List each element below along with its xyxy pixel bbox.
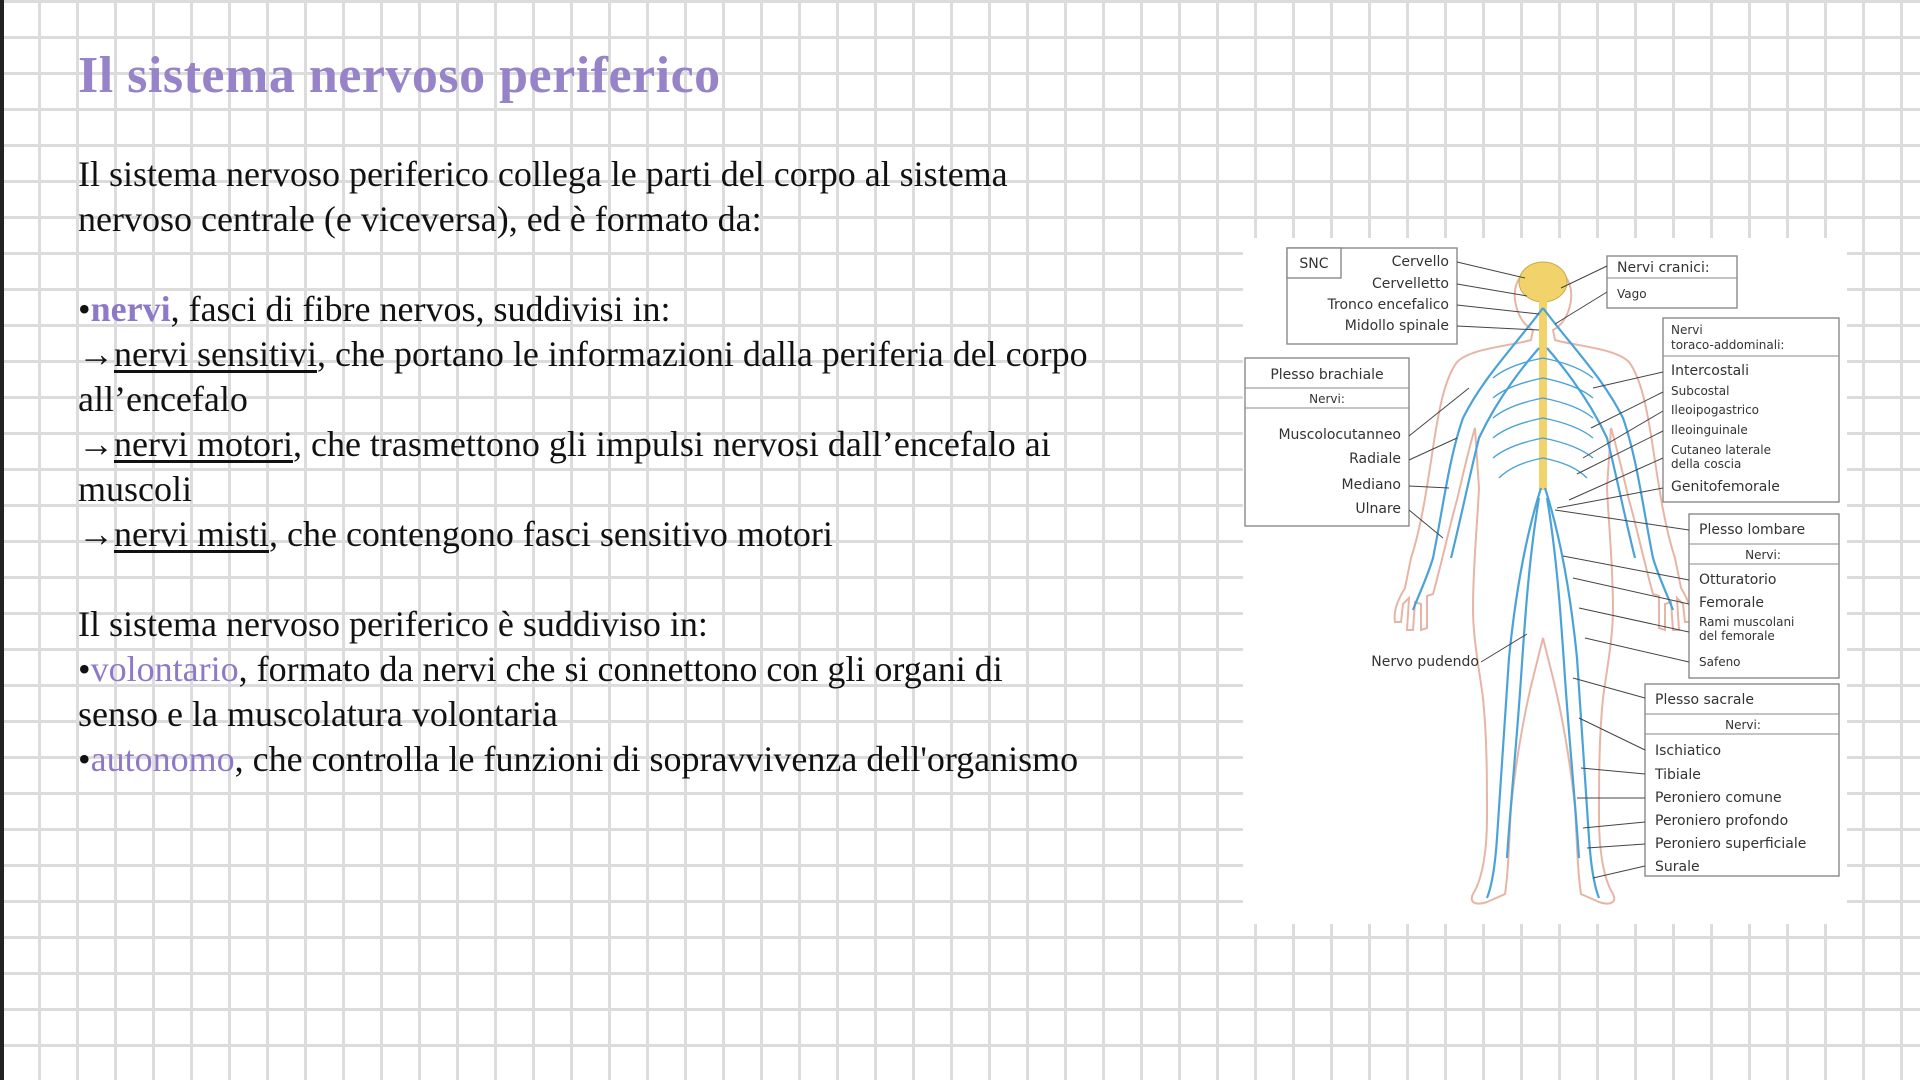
motori-term: nervi motori — [114, 424, 293, 464]
cranici-title: Nervi cranici: — [1617, 260, 1710, 276]
brachiale-title: Plesso brachiale — [1270, 367, 1384, 383]
sensitivi-line — [78, 332, 1238, 377]
brachiale-box — [1245, 358, 1469, 538]
toraco-item: della coscia — [1671, 457, 1742, 471]
snc-title: SNC — [1299, 256, 1329, 272]
spinal-cord — [1539, 300, 1547, 490]
sacrale-item: Surale — [1655, 859, 1700, 875]
lombare-item: del femorale — [1699, 629, 1775, 643]
sensitivi-line-2: all’encefalo — [78, 379, 248, 419]
toraco-item: Ileoipogastrico — [1671, 403, 1760, 417]
lombare-title: Plesso lombare — [1699, 522, 1806, 538]
slide-title: Il sistema nervoso periferico — [78, 47, 721, 104]
toraco-box — [1557, 318, 1839, 508]
lombare-sub: Nervi: — [1745, 548, 1781, 562]
snc-item: Cervello — [1391, 254, 1449, 270]
toraco-title: toraco-addominali: — [1671, 338, 1785, 352]
arrow: → — [78, 334, 114, 374]
motori-rest: , che trasmettono gli impulsi nervosi dall’encefalo ai — [292, 424, 1051, 464]
toraco-title: Nervi — [1671, 323, 1703, 337]
leader-line — [1481, 634, 1527, 662]
lombare-item: Rami muscolani — [1699, 615, 1795, 629]
bullet: • — [78, 289, 91, 329]
arrow: → — [78, 424, 114, 464]
motori-line — [78, 422, 1238, 467]
lombare-item: Safeno — [1699, 655, 1741, 669]
volontario-term: volontario — [90, 649, 239, 689]
intro-line-1: Il sistema nervoso periferico collega le parti del corpo al sistema — [78, 154, 1008, 194]
sensitivi-term: nervi sensitivi — [114, 334, 317, 374]
misti-rest: , che contengono fasci sensitivo motori — [269, 514, 833, 554]
brachiale-item: Mediano — [1341, 477, 1401, 493]
left-edge-line — [0, 0, 4, 1080]
sacrale-item: Peroniero profondo — [1655, 813, 1789, 829]
lombare-box — [1555, 510, 1839, 678]
sensitivi-rest: , che portano le informazioni dalla periferia del corpo — [316, 334, 1088, 374]
toraco-item: Cutaneo laterale — [1671, 443, 1771, 457]
spacer — [78, 242, 1238, 287]
toraco-item: Ileoinguinale — [1671, 423, 1748, 437]
suddivisione-intro: Il sistema nervoso periferico è suddiviso in: — [78, 604, 708, 644]
text-body — [78, 152, 1238, 782]
nerve-path — [1545, 488, 1599, 898]
snc-item: Tronco encefalico — [1327, 297, 1449, 313]
autonomo-rest: , che controlla le funzioni di sopravvivenza dell'organismo — [234, 739, 1079, 779]
bullet: • — [78, 649, 91, 689]
snc-item: Cervelletto — [1372, 276, 1449, 292]
autonomo-line — [78, 737, 1238, 782]
diagram-svg — [1243, 238, 1847, 924]
toraco-item: Intercostali — [1671, 363, 1749, 379]
brachiale-item: Ulnare — [1355, 501, 1401, 517]
sacrale-item: Peroniero superficiale — [1655, 836, 1807, 852]
arrow: → — [78, 514, 114, 554]
cranici-box — [1555, 256, 1737, 324]
nervi-term: nervi — [90, 289, 171, 329]
nervi-rest: , fasci di fibre nervos, suddivisi in: — [170, 289, 671, 329]
nerve-path — [1507, 498, 1539, 858]
pudendo-label: Nervo pudendo — [1371, 654, 1479, 670]
nervous-system-diagram — [1243, 238, 1847, 924]
motori-line-2: muscoli — [78, 469, 192, 509]
toraco-item: Subcostal — [1671, 384, 1730, 398]
nervi-line — [78, 287, 1238, 332]
misti-term: nervi misti — [114, 514, 269, 554]
leader-line — [1573, 678, 1645, 878]
snc-box — [1287, 248, 1539, 344]
volontario-rest: , formato da nervi che si connettono con gli organi di — [238, 649, 1003, 689]
brachiale-sub: Nervi: — [1309, 392, 1345, 406]
intro-line-2: nervoso centrale (e viceversa), ed è formato da: — [78, 199, 762, 239]
sacrale-item: Ischiatico — [1655, 743, 1722, 759]
spacer — [78, 557, 1238, 602]
autonomo-term: autonomo — [90, 739, 235, 779]
snc-item: Midollo spinale — [1344, 318, 1449, 334]
sacrale-item: Peroniero comune — [1655, 790, 1782, 806]
lombare-item: Otturatorio — [1699, 572, 1777, 588]
lombare-item: Femorale — [1699, 595, 1764, 611]
volontario-line-2: senso e la muscolatura volontaria — [78, 694, 558, 734]
sacrale-sub: Nervi: — [1725, 718, 1761, 732]
nerve-path — [1451, 348, 1539, 558]
sacrale-box — [1573, 678, 1839, 878]
brachiale-item: Radiale — [1349, 451, 1401, 467]
brachiale-item: Muscolocutanneo — [1278, 427, 1401, 443]
cranici-item: Vago — [1617, 287, 1647, 301]
sacrale-item: Tibiale — [1655, 767, 1701, 783]
nerve-path — [1487, 488, 1541, 898]
sacrale-title: Plesso sacrale — [1655, 692, 1754, 708]
toraco-item: Genitofemorale — [1671, 479, 1780, 495]
misti-line — [78, 512, 1238, 557]
volontario-line — [78, 647, 1238, 692]
bullet: • — [78, 739, 91, 779]
